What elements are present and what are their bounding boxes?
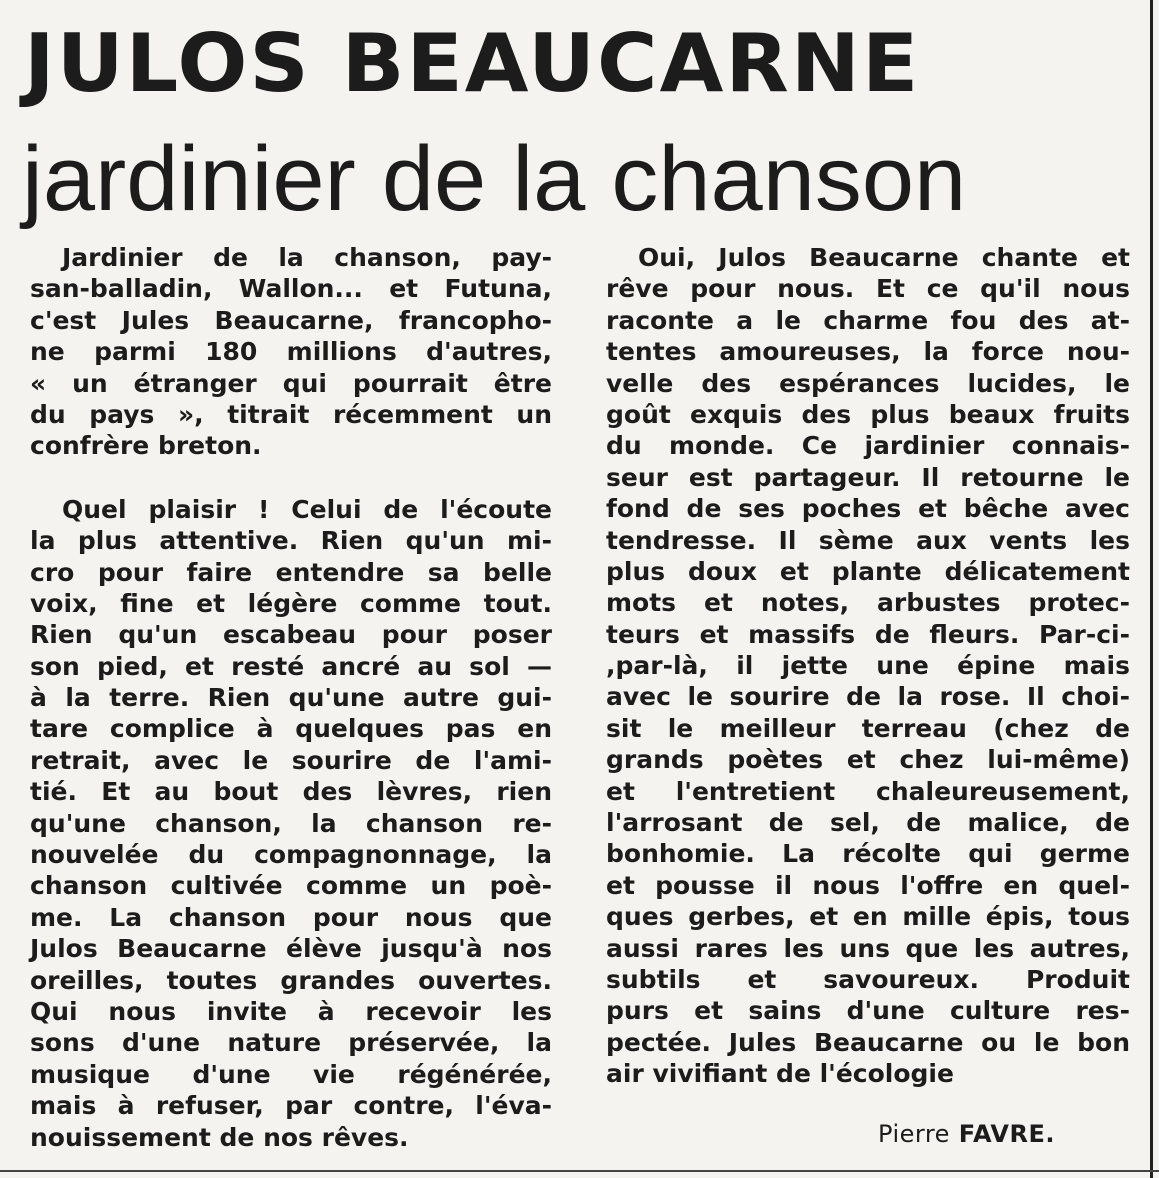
headline: JULOS BEAUCARNE: [24, 17, 921, 110]
text-line: san-balladin, Wallon... et Futuna,: [30, 274, 552, 304]
author-first-name: Pierre: [878, 1120, 950, 1148]
text-line: velle des espérances lucides, le: [606, 368, 1130, 398]
text-line: tié. Et au bout des lèvres, rien: [30, 777, 552, 807]
text-line: sit le meilleur terreau (chez de: [606, 713, 1130, 743]
text-line: Julos Beaucarne élève jusqu'à nos: [30, 934, 552, 964]
subheadline: jardinier de la chanson: [22, 128, 967, 230]
text-line: la plus attentive. Rien qu'un mi-: [30, 526, 552, 556]
text-line: tendresse. Il sème aux vents les: [606, 525, 1130, 555]
text-line: Quel plaisir ! Celui de l'écoute: [62, 494, 552, 524]
paragraph: [30, 494, 552, 1153]
text-line: aussi rares les uns que les autres,: [606, 933, 1130, 963]
text-line: plus doux et plante délicatement: [606, 556, 1130, 586]
text-line: grands poètes et chez lui-même): [606, 745, 1130, 775]
text-line: bonhomie. La récolte qui germe: [606, 839, 1130, 869]
text-line: et l'entretient chaleureusement,: [606, 776, 1130, 806]
text-line: goût exquis des plus beaux fruits: [606, 399, 1130, 429]
text-line: l'arrosant de sel, de malice, de: [606, 808, 1130, 838]
text-line: oreilles, toutes grandes ouvertes.: [30, 965, 552, 995]
paragraph: [606, 242, 1130, 1090]
text-line: Rien qu'un escabeau pour poser: [30, 620, 552, 650]
text-line: voix, fine et légère comme tout.: [30, 588, 552, 618]
text-line: et pousse il nous l'offre en quel-: [606, 870, 1130, 900]
text-line: sons d'une nature préservée, la: [30, 1028, 552, 1058]
text-line: tentes amoureuses, la force nou-: [606, 337, 1130, 367]
text-line: chanson cultivée comme un poè-: [30, 871, 552, 901]
text-line: retrait, avec le sourire de l'ami-: [30, 745, 552, 775]
text-line: fond de ses poches et bêche avec: [606, 494, 1130, 524]
text-line: qu'une chanson, la chanson re-: [30, 808, 552, 838]
text-line: nouvelée du compagnonnage, la: [30, 840, 552, 870]
text-line: c'est Jules Beaucarne, francopho-: [30, 305, 552, 335]
border-rule-right: [1150, 0, 1153, 1178]
text-line: ques gerbes, et en mille épis, tous: [606, 902, 1130, 932]
text-line: subtils et savoureux. Produit: [606, 964, 1130, 994]
text-line: ,par-là, il jette une épine mais: [606, 651, 1130, 681]
text-line: Oui, Julos Beaucarne chante et: [638, 243, 1130, 272]
paragraph: [30, 242, 552, 462]
text-line: teurs et massifs de fleurs. Par-ci-: [606, 619, 1130, 649]
text-line: musique d'une vie régénérée,: [30, 1059, 552, 1089]
text-line: seur est partageur. Il retourne le: [606, 462, 1130, 492]
text-line: pectée. Jules Beaucarne ou le bon: [606, 1027, 1130, 1057]
text-line: rêve pour nous. Et ce qu'il nous: [606, 274, 1130, 304]
text-line: mais à refuser, par contre, l'éva-: [30, 1091, 552, 1121]
author-signature: [878, 1119, 1055, 1149]
text-line: son pied, et resté ancré au sol —: [30, 651, 552, 681]
text-line: tare complice à quelques pas en: [30, 714, 552, 744]
text-line: avec le sourire de la rose. Il choi-: [606, 682, 1130, 712]
text-line: purs et sains d'une culture res-: [606, 996, 1130, 1026]
article-column-right: [606, 242, 1130, 1090]
text-line: Qui nous invite à recevoir les: [30, 996, 552, 1026]
text-line: Jardinier de la chanson, pay-: [62, 243, 552, 272]
text-line: à la terre. Rien qu'une autre gui-: [30, 683, 552, 713]
text-line: du pays », titrait récemment un: [30, 399, 552, 429]
text-line: confrère breton.: [30, 431, 262, 461]
author-last-name: FAVRE.: [958, 1120, 1055, 1148]
text-line: me. La chanson pour nous que: [30, 902, 552, 932]
text-line: mots et notes, arbustes protec-: [606, 588, 1130, 618]
border-rule-bottom: [0, 1170, 1159, 1172]
text-line: ne parmi 180 millions d'autres,: [30, 337, 552, 367]
text-line: « un étranger qui pourrait être: [30, 368, 552, 398]
text-line: nouissement de nos rêves.: [30, 1122, 409, 1152]
text-line: cro pour faire entendre sa belle: [30, 557, 552, 587]
text-line: air vivifiant de l'écologie: [606, 1059, 954, 1089]
text-line: du monde. Ce jardinier connais-: [606, 431, 1130, 461]
article-column-left: [30, 242, 552, 1153]
text-line: raconte a le charme fou des at-: [606, 305, 1130, 335]
